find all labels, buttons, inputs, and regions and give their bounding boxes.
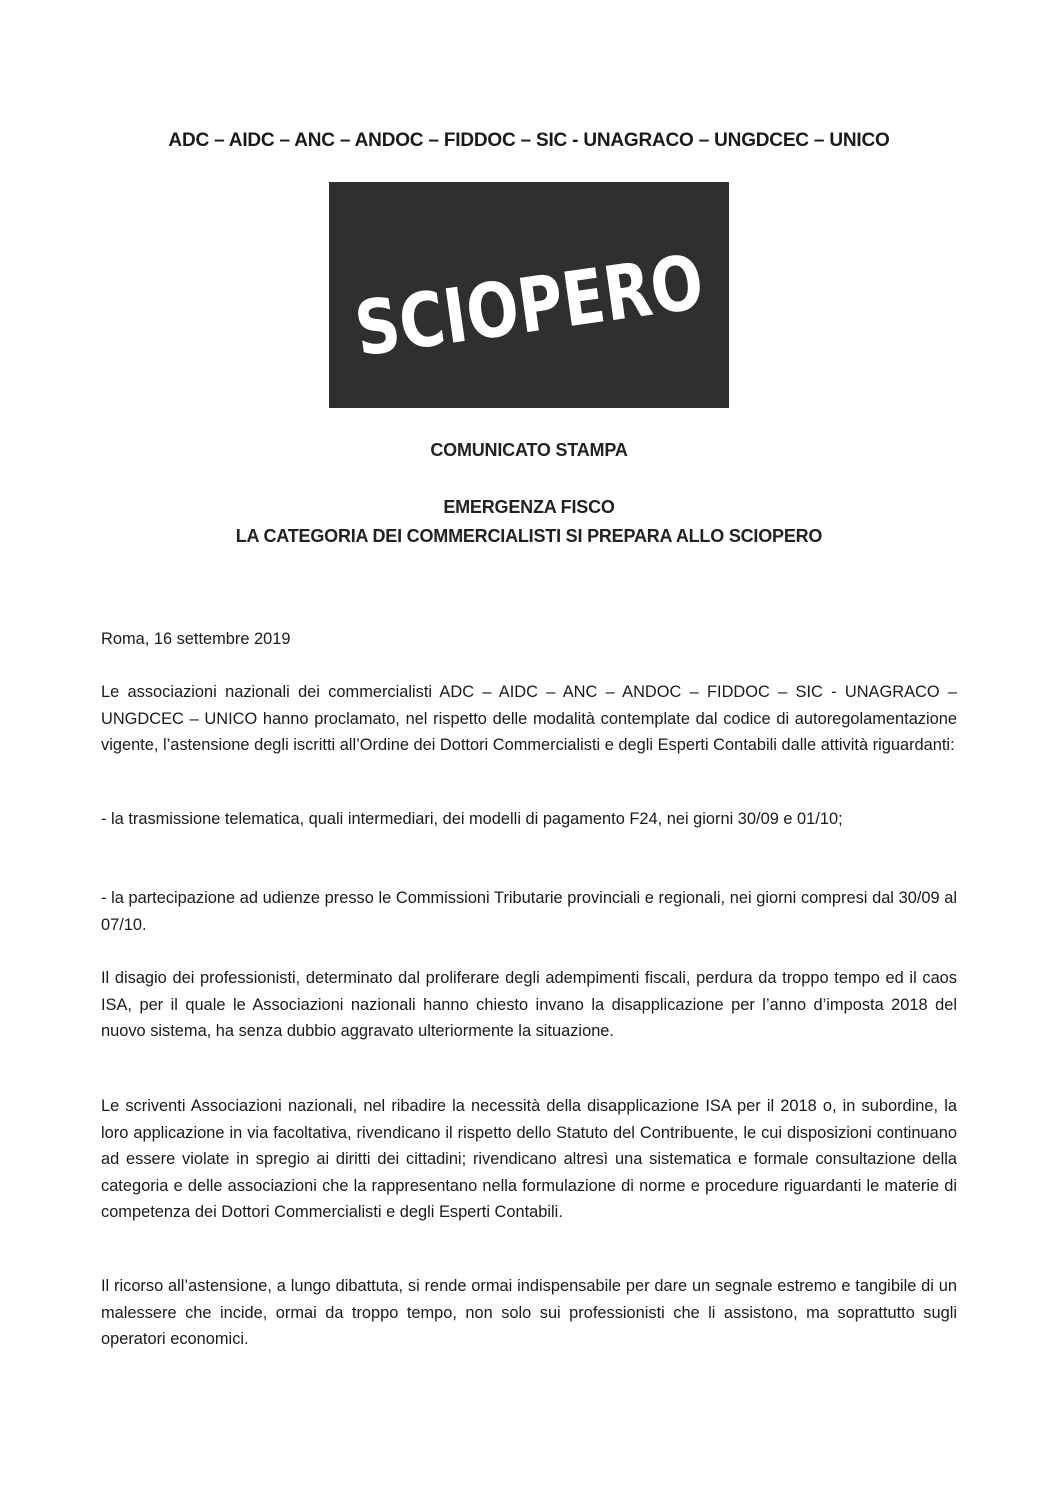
sciopero-banner-text: SCIOPERO	[350, 240, 702, 375]
paragraph-abstention: Il ricorso all’astensione, a lungo dibattuta, si rende ormai indispensabile per dare un segnale estremo e tangibile di un malessere che incide, ormai da troppo tempo, non solo sui professionisti che li assistono, ma soprattutto sugli operatori economici.	[101, 1277, 957, 1348]
paragraph-f24-transmission: - la trasmissione telematica, quali intermediari, dei modelli di pagamento F24, nei giorni 30/09 e 01/10;	[101, 810, 843, 828]
emergency-heading: EMERGENZA FISCO	[443, 497, 615, 517]
category-heading: LA CATEGORIA DEI COMMERCIALISTI SI PREPARA ALLO SCIOPERO	[235, 526, 823, 546]
paragraph-proclamation: Le associazioni nazionali dei commercialisti ADC – AIDC – ANC – ANDOC – FIDDOC – SIC - UNAGRACO – UNGDCEC – UNICO hanno proclamato, nel rispetto delle modalità contemplate dal codice di autoregolamentazione vigente, l’astensione degli iscritti all’Ordine dei Dottori Commercialisti e degli Esperti Contabili dalle attività riguardanti:	[101, 683, 957, 754]
paragraph-hearings: - la partecipazione ad udienze presso le Commissioni Tributarie provinciali e regionali, nei giorni compresi dal 30/09 al 07/10.	[101, 889, 957, 934]
associations-header: ADC – AIDC – ANC – ANDOC – FIDDOC – SIC - UNAGRACO – UNGDCEC – UNICO	[168, 130, 890, 151]
paragraph-demands: Le scriventi Associazioni nazionali, nel ribadire la necessità della disapplicazione ISA per il 2018 o, in subordine, la loro applicazione in via facoltativa, rivendicano il rispetto dello Statuto del Contribuente, le cui disposizioni continuano ad essere violate in spregio ai diritti dei cittadini; rivendicano altresì una sistematica e formale consultazione della categoria e delle associazioni che la rappresentano nella formulazione di norme e procedure riguardanti le materie di competenza dei Dottori Commercialisti e degli Esperti Contabili.	[101, 1097, 957, 1221]
date-line: Roma, 16 settembre 2019	[101, 630, 291, 648]
sciopero-banner-image	[329, 182, 729, 408]
sciopero-banner-svg	[329, 182, 729, 408]
paragraph-discomfort: Il disagio dei professionisti, determinato dal proliferare degli adempimenti fiscali, perdura da troppo tempo ed il caos ISA, per il quale le Associazioni nazionali hanno chiesto invano la disapplicazione per l’anno d’imposta 2018 del nuovo sistema, ha senza dubbio aggravato ulteriormente la situazione.	[101, 969, 957, 1040]
press-release-heading: COMUNICATO STAMPA	[430, 440, 628, 460]
